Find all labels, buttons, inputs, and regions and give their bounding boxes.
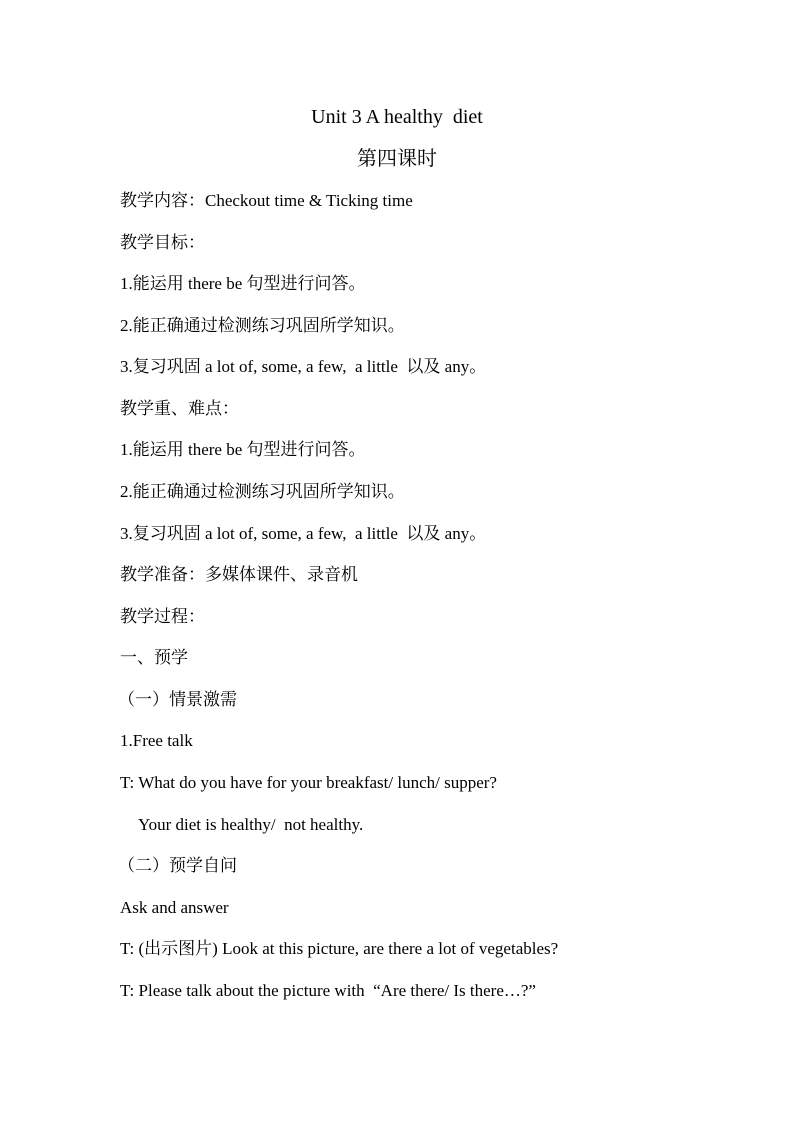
teacher-question-line: T: What do you have for your breakfast/ lunch/ supper? [120,773,497,792]
diet-response-line: Your diet is healthy/ not healthy. [138,815,364,834]
teaching-preparation-line: 教学准备：多媒体课件、录音机 [120,565,358,584]
goal-item-1: 1.能运用 there be 句型进行问答。 [120,274,366,293]
teaching-process-heading: 教学过程： [120,607,205,626]
document-title: Unit 3 A healthy diet [311,106,483,128]
section-one-heading: 一、预学 [120,648,188,667]
key-points-heading: 教学重、难点： [120,399,239,418]
subsection-two-heading: （二）预学自问 [118,856,237,875]
lesson-subtitle: 第四课时 [357,148,437,170]
teaching-content-line: 教学内容：Checkout time & Ticking time [120,191,413,210]
picture-talk-line: T: Please talk about the picture with “Are there/ Is there…?” [120,981,536,1000]
subsection-one-heading: （一）情景激需 [118,690,237,709]
free-talk-line: 1.Free talk [120,731,193,750]
picture-question-line: T: (出示图片) Look at this picture, are there a lot of vegetables? [120,939,559,958]
key-point-item-3: 3.复习巩固 a lot of, some, a few, a little 以及 any。 [120,524,487,543]
key-point-item-1: 1.能运用 there be 句型进行问答。 [120,440,366,459]
teaching-goals-heading: 教学目标： [120,233,205,252]
goal-item-3: 3.复习巩固 a lot of, some, a few, a little 以及 any。 [120,357,487,376]
key-point-item-2: 2.能正确通过检测练习巩固所学知识。 [120,482,405,501]
goal-item-2: 2.能正确通过检测练习巩固所学知识。 [120,316,405,335]
ask-answer-line: Ask and answer [120,898,229,917]
